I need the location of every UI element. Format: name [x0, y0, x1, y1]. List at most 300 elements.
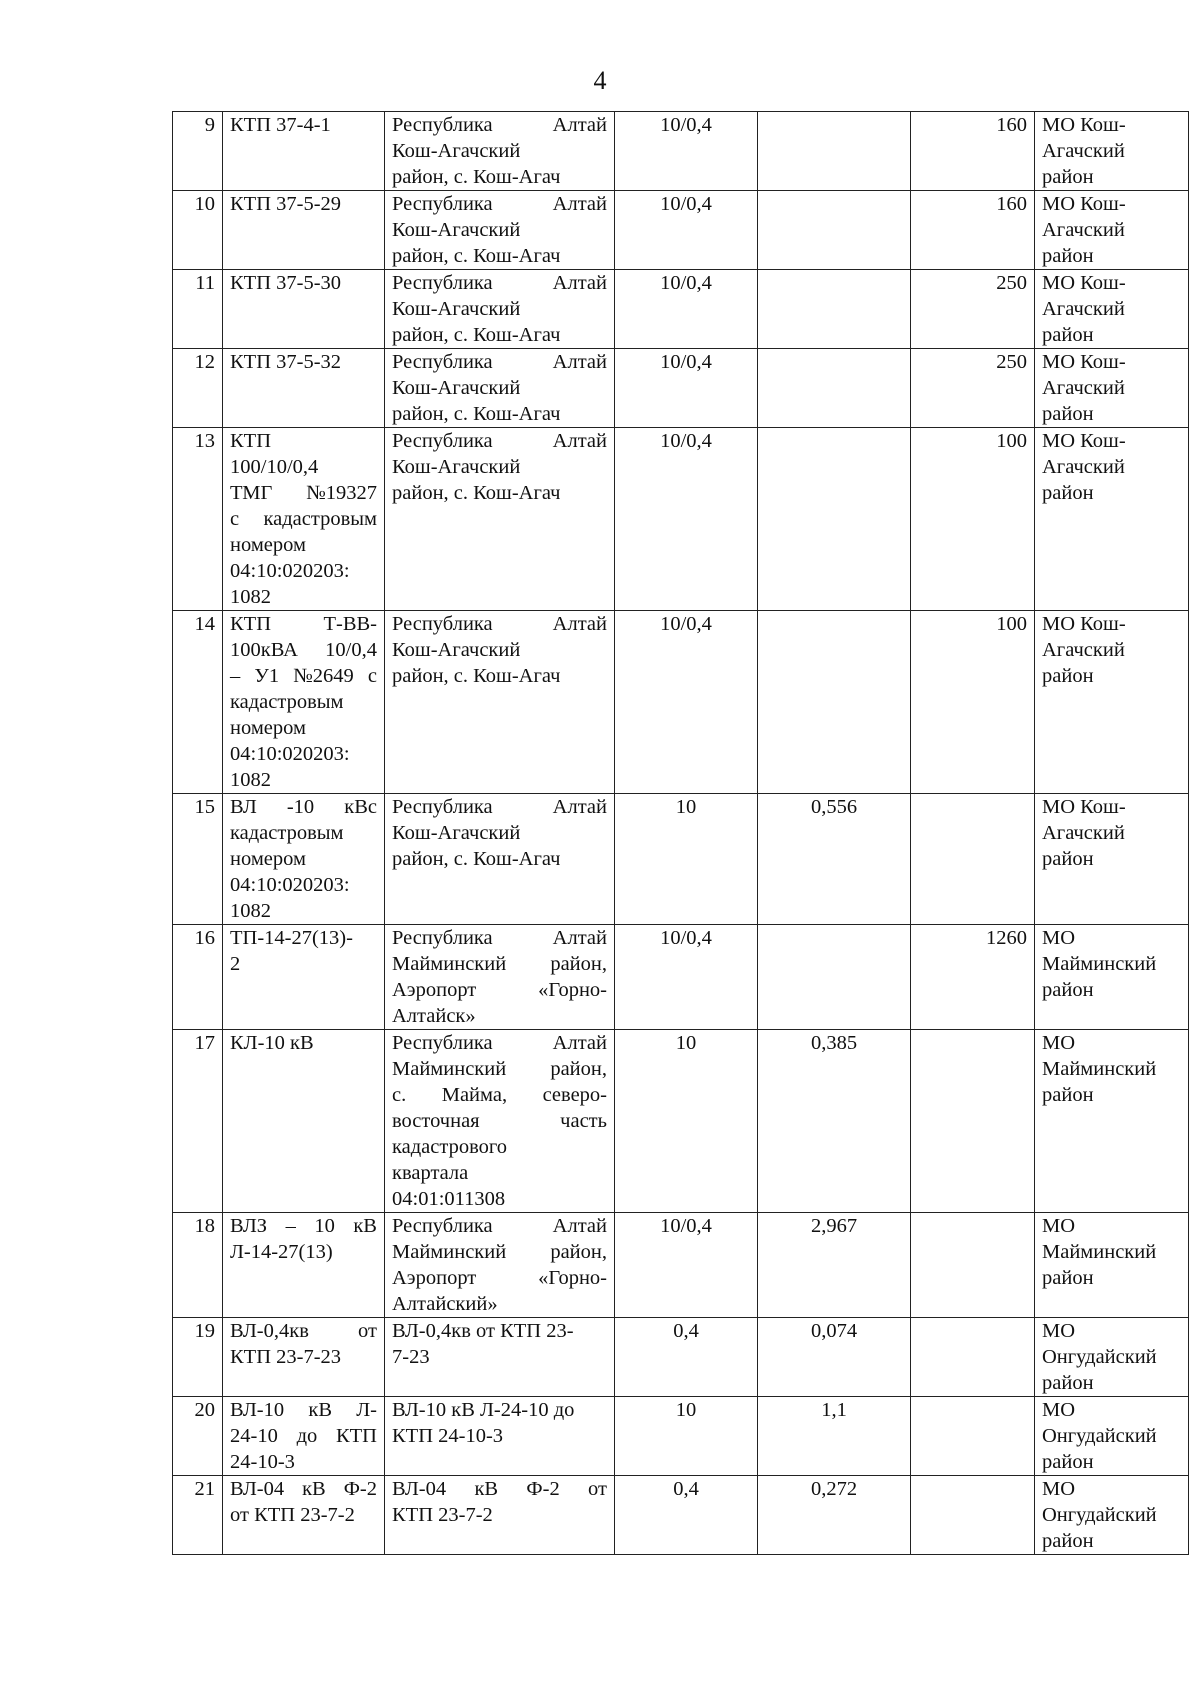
row-number: 16 [194, 927, 215, 949]
address-word: Алтай [552, 1032, 607, 1054]
table-row [173, 611, 1189, 794]
object-name-line: 1082 [230, 769, 271, 791]
power-cell [911, 112, 1035, 191]
power-cell [911, 428, 1035, 611]
object-name-line: ВЛ-04 кВ Ф-2 [230, 1478, 377, 1500]
object-name-line: ВЛ-10 кВ Л- [230, 1399, 377, 1421]
length-cell [758, 349, 911, 428]
length-value: 0,074 [810, 1320, 858, 1342]
owner-line: Онгудайский [1042, 1504, 1157, 1526]
voltage-cell [615, 1318, 758, 1397]
owner-line: МО [1042, 1032, 1076, 1054]
power-cell [911, 925, 1035, 1030]
length-value: 0,385 [810, 1032, 858, 1054]
address-word: 7-23 [392, 1346, 430, 1368]
address-line [392, 820, 607, 846]
length-value: 0,556 [810, 796, 858, 818]
length-cell [758, 1213, 911, 1318]
voltage-cell [615, 1030, 758, 1213]
address-word: Республика [392, 613, 493, 635]
owner-cell [1035, 1030, 1189, 1213]
object-name-line: 100кВА 10/0,4 [230, 639, 377, 661]
object-name-line: – У1 №2649 с [230, 665, 377, 687]
length-cell [758, 794, 911, 925]
owner-line: МО [1042, 1320, 1076, 1342]
voltage-value: 10/0,4 [660, 272, 712, 294]
object-name-line: 100/10/0,4 [230, 456, 319, 478]
address-word: Алтай [552, 430, 607, 452]
object-name-line: от КТП 23-7-2 [230, 1504, 355, 1526]
address-line [392, 846, 607, 872]
address-word: Республика [392, 114, 493, 136]
address-line [392, 1265, 607, 1291]
owner-line: Агачский [1042, 219, 1125, 241]
object-name-line: номером [230, 534, 306, 556]
object-name-cell [223, 191, 385, 270]
address-line [392, 401, 607, 427]
address-word: Алтай [552, 927, 607, 949]
address-line [392, 296, 607, 322]
row-number-cell [173, 1030, 223, 1213]
voltage-value: 10/0,4 [660, 193, 712, 215]
object-name-cell [223, 349, 385, 428]
power-value: 250 [996, 351, 1027, 373]
voltage-cell [615, 428, 758, 611]
voltage-value: 10/0,4 [660, 351, 712, 373]
voltage-value: 10/0,4 [660, 1215, 712, 1237]
address-line [392, 1082, 607, 1108]
address-word: Кош-Агачский [392, 140, 521, 162]
row-number-cell [173, 349, 223, 428]
address-word: Кош-Агачский [392, 822, 521, 844]
row-number-cell [173, 925, 223, 1030]
voltage-value: 10 [675, 1032, 697, 1054]
address-word: КТП 24-10-3 [392, 1425, 504, 1447]
length-cell [758, 428, 911, 611]
row-number: 19 [194, 1320, 215, 1342]
voltage-value: 10 [675, 796, 697, 818]
object-name-cell [223, 1397, 385, 1476]
address-word: Алтай [552, 796, 607, 818]
address-line [392, 663, 607, 689]
owner-line: район [1042, 166, 1094, 188]
address-line [392, 164, 607, 190]
length-cell [758, 191, 911, 270]
address-word: ВЛ-10 кВ Л-24-10 до [392, 1399, 575, 1421]
power-cell [911, 191, 1035, 270]
object-name-line: кадастровым [230, 822, 344, 844]
owner-line: МО Кош- [1042, 613, 1126, 635]
address-word: район, [550, 953, 607, 975]
length-value: 1,1 [821, 1399, 847, 1421]
address-word: Алтай [552, 351, 607, 373]
owner-cell [1035, 191, 1189, 270]
address-word: Алтай [552, 272, 607, 294]
address-word: ВЛ-04 [392, 1478, 447, 1500]
address-line [392, 217, 607, 243]
address-word: Майминский [392, 1058, 507, 1080]
address-word: Алтай [552, 1215, 607, 1237]
address-line [392, 1239, 607, 1265]
owner-cell [1035, 1213, 1189, 1318]
owner-line: МО Кош- [1042, 272, 1126, 294]
table-row [173, 925, 1189, 1030]
owner-line: МО [1042, 1399, 1076, 1421]
address-word: «Горно- [538, 1267, 607, 1289]
owner-line: район [1042, 1084, 1094, 1106]
owner-line: Агачский [1042, 298, 1125, 320]
address-line [392, 794, 607, 820]
address-word: Республика [392, 351, 493, 373]
object-name-line: Л-14-27(13) [230, 1241, 333, 1263]
owner-cell [1035, 1318, 1189, 1397]
owner-line: район [1042, 1530, 1094, 1552]
row-number-cell [173, 112, 223, 191]
address-word: северо- [542, 1084, 607, 1106]
address-word: от [588, 1478, 607, 1500]
address-line [392, 1476, 607, 1502]
address-word: район, с. Кош-Агач [392, 166, 561, 188]
address-line [392, 375, 607, 401]
address-line [392, 637, 607, 663]
address-line [392, 1030, 607, 1056]
object-name-line: КТП 37-5-29 [230, 193, 342, 215]
object-name-line: ВЛ -10 кВс [230, 796, 377, 818]
owner-cell [1035, 270, 1189, 349]
address-cell [385, 1030, 615, 1213]
address-line [392, 138, 607, 164]
address-word: «Горно- [538, 979, 607, 1001]
owner-line: МО [1042, 927, 1076, 949]
length-cell [758, 1318, 911, 1397]
owner-line: Агачский [1042, 377, 1125, 399]
length-cell [758, 112, 911, 191]
voltage-value: 0,4 [673, 1478, 699, 1500]
address-line [392, 428, 607, 454]
address-line [392, 480, 607, 506]
length-value: 2,967 [810, 1215, 858, 1237]
length-value: 0,272 [810, 1478, 858, 1500]
address-line [392, 1397, 607, 1423]
address-cell [385, 112, 615, 191]
row-number: 17 [194, 1032, 215, 1054]
owner-line: МО Кош- [1042, 193, 1126, 215]
voltage-cell [615, 611, 758, 794]
address-word: Майма, [441, 1084, 508, 1106]
row-number: 18 [194, 1215, 215, 1237]
object-name-line: КТП 37-5-32 [230, 351, 342, 373]
address-word: Кош-Агачский [392, 456, 521, 478]
address-line [392, 1134, 607, 1160]
owner-cell [1035, 112, 1189, 191]
table-row [173, 1397, 1189, 1476]
address-word: восточная [392, 1110, 480, 1132]
address-word: район, с. Кош-Агач [392, 324, 561, 346]
address-word: Кош-Агачский [392, 219, 521, 241]
address-word: КТП 23-7-2 [392, 1504, 493, 1526]
object-name-line: 1082 [230, 900, 271, 922]
power-cell [911, 270, 1035, 349]
owner-line: МО Кош- [1042, 114, 1126, 136]
power-cell [911, 1318, 1035, 1397]
address-cell [385, 794, 615, 925]
address-word: 04:01:011308 [392, 1188, 506, 1210]
length-cell [758, 611, 911, 794]
row-number-cell [173, 1397, 223, 1476]
object-name-line: 24-10-3 [230, 1451, 295, 1473]
page-number: 4 [593, 66, 607, 95]
row-number-cell [173, 428, 223, 611]
object-name-line: 1082 [230, 586, 271, 608]
owner-cell [1035, 1476, 1189, 1555]
address-line [392, 1318, 607, 1344]
object-name-cell [223, 794, 385, 925]
address-word: Майминский [392, 953, 507, 975]
address-word: часть [560, 1110, 607, 1132]
owner-line: МО [1042, 1215, 1076, 1237]
address-word: Республика [392, 272, 493, 294]
object-name-line: кадастровым [230, 691, 344, 713]
row-number: 13 [194, 430, 215, 452]
row-number: 9 [204, 114, 215, 136]
voltage-value: 10/0,4 [660, 114, 712, 136]
address-line [392, 454, 607, 480]
address-word: Алтай [552, 613, 607, 635]
owner-cell [1035, 925, 1189, 1030]
object-name-line: КТП 23-7-23 [230, 1346, 342, 1368]
object-name-cell [223, 112, 385, 191]
table-row [173, 428, 1189, 611]
length-cell [758, 1397, 911, 1476]
owner-cell [1035, 349, 1189, 428]
address-cell [385, 270, 615, 349]
voltage-cell [615, 191, 758, 270]
owner-cell [1035, 611, 1189, 794]
object-name-line: 24-10 до КТП [230, 1425, 377, 1447]
object-name-line: 04:10:020203: [230, 743, 350, 765]
object-name-line: ВЛ-0,4кв от [230, 1320, 377, 1342]
owner-line: Агачский [1042, 456, 1125, 478]
address-word: Аэропорт [392, 979, 477, 1001]
owner-line: район [1042, 848, 1094, 870]
owner-line: Агачский [1042, 140, 1125, 162]
object-name-line: с кадастровым [230, 508, 377, 530]
power-cell [911, 349, 1035, 428]
address-word: Республика [392, 430, 493, 452]
owner-cell [1035, 794, 1189, 925]
owner-line: МО Кош- [1042, 351, 1126, 373]
row-number-cell [173, 794, 223, 925]
address-line [392, 1291, 607, 1317]
address-cell [385, 1476, 615, 1555]
address-word: кадастрового [392, 1136, 508, 1158]
table-row [173, 794, 1189, 925]
row-number-cell [173, 270, 223, 349]
address-line [392, 322, 607, 348]
voltage-cell [615, 794, 758, 925]
length-cell [758, 1476, 911, 1555]
owner-line: район [1042, 324, 1094, 346]
table-body [173, 112, 1189, 1555]
address-line [392, 611, 607, 637]
address-cell [385, 428, 615, 611]
voltage-cell [615, 270, 758, 349]
voltage-value: 10/0,4 [660, 430, 712, 452]
address-word: кВ [474, 1478, 499, 1500]
address-line [392, 1186, 607, 1212]
address-line [392, 1056, 607, 1082]
object-name-cell [223, 1318, 385, 1397]
table-row [173, 1318, 1189, 1397]
owner-line: район [1042, 979, 1094, 1001]
table-row [173, 270, 1189, 349]
length-cell [758, 925, 911, 1030]
row-number: 12 [194, 351, 215, 373]
row-number: 21 [194, 1478, 215, 1500]
object-name-line: КТП Т-ВВ- [230, 613, 377, 635]
object-name-cell [223, 925, 385, 1030]
owner-line: МО Кош- [1042, 796, 1126, 818]
address-word: район, с. Кош-Агач [392, 245, 561, 267]
table-row [173, 1030, 1189, 1213]
address-line [392, 1502, 607, 1528]
address-word: район, [550, 1241, 607, 1263]
voltage-value: 0,4 [673, 1320, 699, 1342]
table-row [173, 349, 1189, 428]
address-cell [385, 1318, 615, 1397]
owner-line: район [1042, 1267, 1094, 1289]
object-name-cell [223, 1476, 385, 1555]
address-word: Аэропорт [392, 1267, 477, 1289]
voltage-value: 10/0,4 [660, 613, 712, 635]
voltage-value: 10/0,4 [660, 927, 712, 949]
owner-line: район [1042, 403, 1094, 425]
row-number: 15 [194, 796, 215, 818]
owner-line: Онгудайский [1042, 1425, 1157, 1447]
address-line [392, 191, 607, 217]
length-cell [758, 270, 911, 349]
owner-line: район [1042, 1372, 1094, 1394]
voltage-cell [615, 1397, 758, 1476]
address-cell [385, 925, 615, 1030]
address-word: Республика [392, 927, 493, 949]
owner-cell [1035, 1397, 1189, 1476]
object-name-line: ВЛЗ – 10 кВ [230, 1215, 377, 1237]
object-name-line: номером [230, 848, 306, 870]
power-value: 160 [996, 114, 1027, 136]
voltage-value: 10 [675, 1399, 697, 1421]
power-value: 160 [996, 193, 1027, 215]
owner-line: Майминский [1042, 953, 1157, 975]
power-cell [911, 611, 1035, 794]
address-line [392, 1213, 607, 1239]
power-value: 100 [996, 613, 1027, 635]
power-cell [911, 1213, 1035, 1318]
address-line [392, 1344, 607, 1370]
address-word: Алтай [552, 193, 607, 215]
voltage-cell [615, 925, 758, 1030]
owner-line: МО Кош- [1042, 430, 1126, 452]
object-name-cell [223, 1213, 385, 1318]
row-number: 14 [194, 613, 215, 635]
power-cell [911, 794, 1035, 925]
address-word: Республика [392, 1032, 493, 1054]
object-name-line: 04:10:020203: [230, 874, 350, 896]
row-number: 20 [194, 1399, 215, 1421]
address-cell [385, 191, 615, 270]
address-word: район, [550, 1058, 607, 1080]
address-word: Кош-Агачский [392, 377, 521, 399]
address-line [392, 112, 607, 138]
table-row [173, 112, 1189, 191]
object-name-line: ТП-14-27(13)- [230, 927, 353, 949]
power-cell [911, 1476, 1035, 1555]
address-line [392, 951, 607, 977]
address-line [392, 1423, 607, 1449]
address-line [392, 1160, 607, 1186]
address-line [392, 1108, 607, 1134]
address-cell [385, 611, 615, 794]
address-word: район, с. Кош-Агач [392, 482, 561, 504]
object-name-cell [223, 611, 385, 794]
owner-line: район [1042, 1451, 1094, 1473]
address-word: с. [392, 1084, 407, 1106]
row-number: 11 [195, 272, 215, 294]
address-word: Алтай [552, 114, 607, 136]
voltage-cell [615, 112, 758, 191]
object-name-cell [223, 1030, 385, 1213]
owner-cell [1035, 428, 1189, 611]
object-name-line: ТМГ №19327 [230, 482, 377, 504]
owner-line: Агачский [1042, 639, 1125, 661]
power-value: 250 [996, 272, 1027, 294]
owner-line: район [1042, 665, 1094, 687]
address-line [392, 977, 607, 1003]
owner-line: Майминский [1042, 1241, 1157, 1263]
address-line [392, 349, 607, 375]
object-name-line: номером [230, 717, 306, 739]
owner-line: Онгудайский [1042, 1346, 1157, 1368]
voltage-cell [615, 349, 758, 428]
owner-line: МО [1042, 1478, 1076, 1500]
object-name-cell [223, 428, 385, 611]
owner-line: Майминский [1042, 1058, 1157, 1080]
voltage-cell [615, 1213, 758, 1318]
power-value: 100 [996, 430, 1027, 452]
address-cell [385, 349, 615, 428]
address-word: Республика [392, 796, 493, 818]
object-name-line: КТП 37-4-1 [230, 114, 331, 136]
address-word: ВЛ-0,4кв от КТП 23- [392, 1320, 574, 1342]
power-cell [911, 1030, 1035, 1213]
address-word: район, с. Кош-Агач [392, 665, 561, 687]
address-cell [385, 1397, 615, 1476]
table-row [173, 191, 1189, 270]
address-cell [385, 1213, 615, 1318]
address-word: Ф-2 [526, 1478, 560, 1500]
address-word: Майминский [392, 1241, 507, 1263]
power-cell [911, 1397, 1035, 1476]
object-name-line: КТП 37-5-30 [230, 272, 342, 294]
owner-line: Агачский [1042, 822, 1125, 844]
address-word: Кош-Агачский [392, 639, 521, 661]
address-word: Республика [392, 193, 493, 215]
row-number-cell [173, 1318, 223, 1397]
length-cell [758, 1030, 911, 1213]
table-row [173, 1476, 1189, 1555]
address-word: Кош-Агачский [392, 298, 521, 320]
address-word: район, с. Кош-Агач [392, 848, 561, 870]
